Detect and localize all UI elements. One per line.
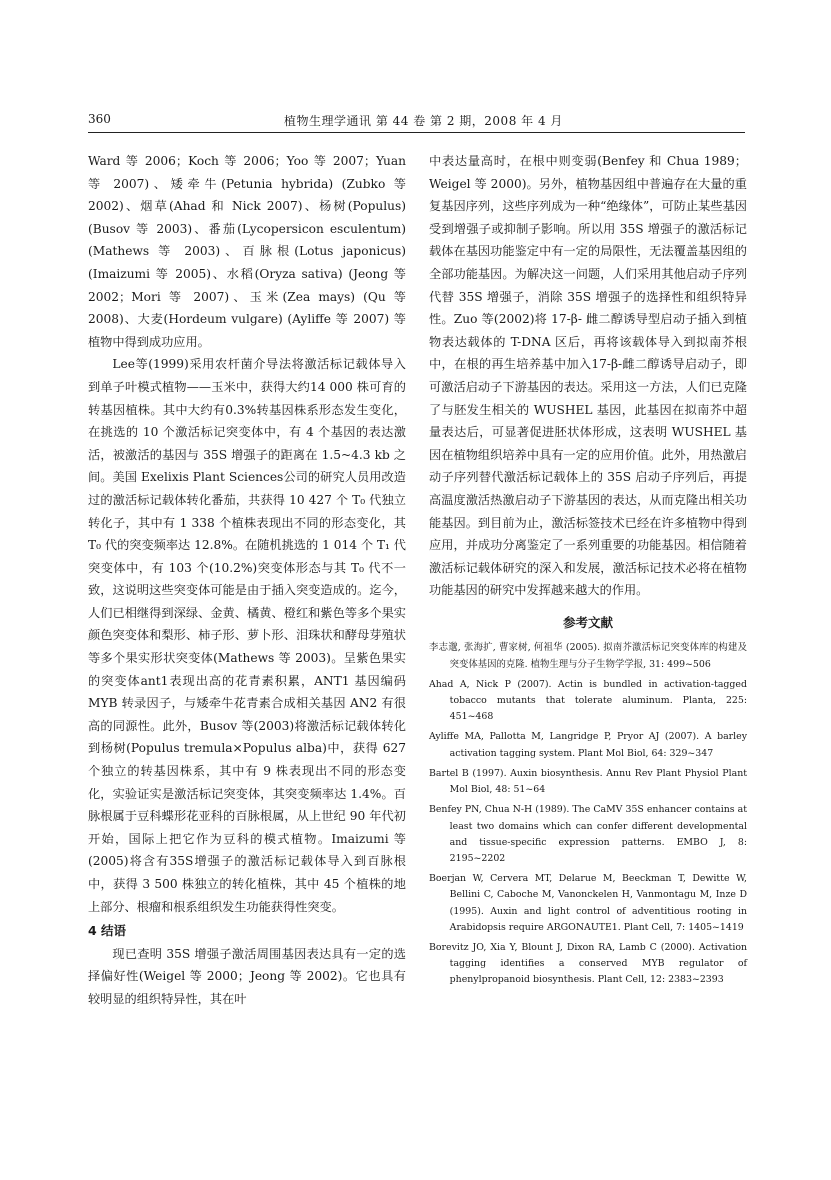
paragraph-conclusion-continued: 中表达量高时，在根中则变弱(Benfey 和 Chua 1989；Weigel 等 2000)。另外，植物基因组中普遍存在大量的重复基因序列，这些序列成为一种“绝缘体”，可防止某些基因受到增强子或抑制子影响。所以用 35S 增强子的激活标记载体在基因功能鉴定中有一定的局限性，无法覆盖基因组的全部功能基因。为解决这一问题，人们采用其他启动子序列代替 35S 增强子，消除 35S 增强子的选择性和组织特异性。Zuo 等(2002)将 17-β- 雌二醇诱导型启动子插入到植物表达载体的 T-DNA 区后，再将该载体导入到拟南芥根中，在根的再生培养基中加入17-β-雌二醇诱导启动子，即可激活启动子下游基因的表达。采用这一方法，人们已克隆了与胚发生相关的 WUSHEL 基因，此基因在拟南芥中超量表达后，可显著促进胚状体形成，这表明 WUSHEL 基因在植物组织培养中具有一定的应用价值。此外，用热激启动子序列替代激活标记载体上的 35S 启动子序列后，再提高温度激活热激启动子下游基因的表达，从而克隆出相关功能基因。到目前为止，激活标签技术已经在许多植物中得到应用，并成功分离鉴定了一系列重要的功能基因。相信随着激活标记载体研究的深入和发展，激活标记技术必将在植物功能基因的研究中发挥越来越大的作用。 xyxy=(429,154,747,598)
reference-item: Ahad A, Nick P (2007). Actin is bundled in activation-tagged tobacco mutants that tolerate aluminum. Planta, 225: 451~468 xyxy=(429,678,747,723)
right-column xyxy=(429,150,747,993)
reference-item: Bartel B (1997). Auxin biosynthesis. Annu Rev Plant Physiol Plant Mol Biol, 48: 51~64 xyxy=(429,767,747,796)
reference-item: Benfey PN, Chua N-H (1989). The CaMV 35S enhancer contains at least two domains which can confer different developmental and tissue-specific expression patterns. EMBO J, 8: 2195~2202 xyxy=(429,804,747,864)
page-header xyxy=(88,110,745,133)
paragraph-continued: Ward 等 2006；Koch 等 2006；Yoo 等 2007；Yuan 等 2007)、矮牵牛(Petunia hybrida) (Zubko 等 2002)、烟草(Ahad 和 Nick 2007)、杨树(Populus) (Busov 等 2003)、番茄(Lycopersicon esculentum) (Mathews 等 2003)、百脉根(Lotus japonicus) (Imaizumi 等 2005)、水稻(Oryza sativa) (Jeong 等 2002；Mori 等 2007)、玉米(Zea mays) (Qu 等 2008)、大麦(Hordeum vulgare) (Ayliffe 等 2007) 等植物中得到成功应用。 xyxy=(88,154,406,349)
reference-item: Borevitz JO, Xia Y, Blount J, Dixon RA, Lamb C (2000). Activation tagging identifies a conserved MYB regulator of phenylpropanoid biosynthesis. Plant Cell, 12: 2383~2393 xyxy=(429,941,747,986)
reference-list xyxy=(429,640,747,988)
section-heading-conclusion: 4 结语 xyxy=(88,923,127,939)
reference-item: 李志邈, 张海扩, 曹家树, 何祖华 (2005). 拟南芥激活标记突变体库的构建及突变体基因的克隆. 植物生理与分子生物学学报, 31: 499~506 xyxy=(429,642,747,670)
reference-item: Boerjan W, Cervera MT, Delarue M, Beeckman T, Dewitte W, Bellini C, Caboche M, Vanonckelen H, Vanmontagu M, Inze D (1995). Auxin and light control of adventitious rooting in Arabidopsis require ARGONAUTE1. Plant Cell, 7: 1405~1419 xyxy=(429,873,747,933)
reference-item: Ayliffe MA, Pallotta M, Langridge P, Pryor AJ (2007). A barley activation tagging system. Plant Mol Biol, 64: 329~347 xyxy=(429,731,747,759)
references-heading: 参考文献 xyxy=(562,614,613,630)
paragraph-lee-1999: Lee等(1999)采用农杆菌介导法将激活标记载体导入到单子叶模式植物——玉米中，获得大约14 000 株可育的转基因植株。其中大约有0.3%转基因株系形态发生变化，在挑选的 10 个激活标记突变体中，有 4 个基因的表达激活，被激活的基因与 35S 增强子的距离在 1.5~4.3 kb 之间。美国 Exelixis Plant Sciences公司的研究人员用改造过的激活标记载体转化番茄，共获得 10 427 个 T₀ 代独立转化子，其中有 1 338 个植株表现出不同的形态变化，其 T₀ 代的突变频率达 12.8%。在随机挑选的 1 014 个 T₁ 代突变体中，有 103 个(10.2%)突变体形态与其 T₀ 代不一致，这说明这些突变体可能是由于插入突变造成的。迄今，人们已相继得到深绿、金黄、橘黄、橙红和紫色等多个果实颜色突变体和梨形、柿子形、萝卜形、泪珠状和酵母芽殖状等多个果实形状突变体(Mathews 等 2003)。呈紫色果实的突变体ant1表现出高的花青素积累，ANT1 基因编码 MYB 转录因子，与矮牵牛花青素合成相关基因 AN2 有很高的同源性。此外，Busov 等(2003)将激活标记载体转化到杨树(Populus tremula×Populus alba)中，获得 627 个独立的转基因株系，其中有 9 株表现出不同的形态变化，实验证实是激活标记突变体，其突变频率达 1.4%。百脉根属于豆科蝶形花亚科的百脉根属，从上世纪 90 年代初开始，国际上把它作为豆科的模式植物。Imaizumi 等(2005)将含有35S增强子的激活标记载体导入到百脉根中，获得 3 500 株独立的转化植株，其中 45 个植株的地上部分、根瘤和根系组织发生功能获得性突变。 xyxy=(88,357,406,914)
page-number: 360 xyxy=(88,112,111,126)
journal-running-title: 植物生理学通讯 第 44 卷 第 2 期，2008 年 4 月 xyxy=(284,114,563,128)
left-column xyxy=(88,150,406,1011)
paragraph-conclusion: 现已查明 35S 增强子激活周围基因表达具有一定的选择偏好性(Weigel 等 2000；Jeong 等 2002)。它也具有较明显的组织特异性，其在叶 xyxy=(88,946,406,1006)
